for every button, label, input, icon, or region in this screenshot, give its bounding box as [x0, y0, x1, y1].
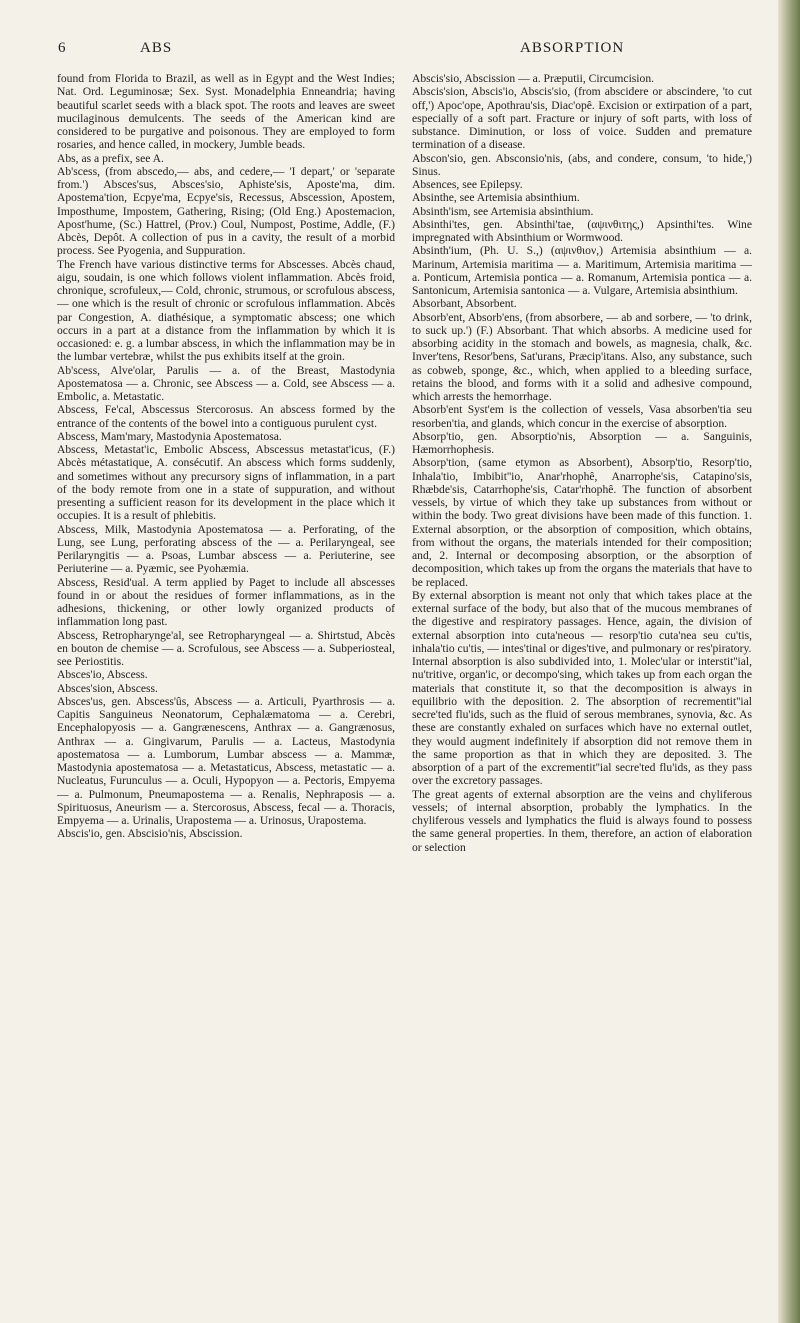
entry-absinthism: Absinth'ism, see Artemisia absinthium. — [412, 204, 594, 218]
entry-abscess-retropharyngeal: Abscess, Retropharynge'al, see Retropharyngeal — a. Shirtstud, Abcès en bouton de chemise — a. Scrofulous, see Abscess — a. Subperiosteal, see Periostitis. — [57, 628, 395, 668]
entry-abscess-residual: Abscess, Resid'ual. A term applied by Paget to include all abscesses found in or about the residues of former inflammations, as in the adhesions, thickening, or other lowly organized products of inflammation long past. — [57, 575, 395, 629]
entry-absinthium: Absinth'ium, (Ph. U. S.,) (αψινθιον,) Artemisia absinthium — a. Marinum, Artemisia maritima — a. Maritimum, Artemisia maritima — a. Ponticum, Artemisia pontica — a. Romanum, Artemisia pontica — a. Santonicum, Artemisia santonica — a. Vulgare, Artemisia absinthium. — [412, 244, 752, 297]
entry-abscessus: Absces'us, gen. Abscess'ûs, Abscess — a. Articuli, Pyarthrosis — a. Capitis Sanguineus Neonatorum, Cephalæmatoma — a. Cerebri, Encephalopyosis — a. Gangrænescens, Anthrax — a. Gangrænosus, Anthrax — a. Gingivarum, Parulis — a. Lacteus, Mastodynia apostematosa — a. Lumborum, Lumbar abscess — a. Mammæ, Mastodynia apostematosa — a. Metastaticus, Abscess, metastatic — a. Nucleatus, Furunculus — a. Oculi, Hypopyon — a. Pectoris, Empyema — a. Pulmonum, Pneumapostema — a. Renalis, Nephraposis — a. Spirituosus, Aneurism — a. Stercorosus, Abscess, fecal — a. Thoracis, Empyema — a. Urinalis, Urapostema — a. Urinosus, Urapostema. — [57, 694, 395, 827]
entry-abscess-french-terms: The French have various distinctive terms for Abscesses. Abcès chaud, aigu, soudain, is one which follows violent inflammation. Abcès froid, chronique, scrofuleux,— Cold, chronic, strumous, or scrofulous abscess, — one which is the result of chronic or scrofulous inflammation. Abcès par Congestion, A. diathésique, a symptomatic abscess; one which occurs in a part at a distance from the inflammation by which it is occasioned: e. g. a lumbar abscess, in which the inflammation may be in the lumbar vertebræ, whilst the pus exhibits itself at the groin. — [57, 257, 395, 364]
page-edge-decoration — [778, 0, 800, 1323]
running-head-right: ABSORPTION — [520, 40, 625, 56]
entry-abscess-alveolar: Ab'scess, Alve'olar, Parulis — a. of the Breast, Mastodynia Apostematosa — a. Chronic, see Abscess — a. Cold, see Abscess — a. Embolic, a. Metastatic. — [57, 363, 395, 403]
entry-absorbent-system: Absorb'ent Syst'em is the collection of vessels, Vasa absorben'tia seu resorben'tia, and glands, which concur in the exercise of absorption. — [412, 403, 752, 430]
left-column — [57, 72, 395, 841]
entry-abscesio: Absces'io, Abscess. — [57, 668, 148, 682]
entry-abscess-milk: Abscess, Milk, Mastodynia Apostematosa — a. Perforating, of the Lung, see Lung, perforating abscess of the — a. Perilaryngeal, see Perilaryngitis — a. Psoas, Lumbar abscess — a. Periuterine, see Periuterine — a. Pyæmic, see Pyohæmia. — [57, 522, 395, 576]
entry-continuation-abrus: found from Florida to Brazil, as well as in Egypt and the West Indies; Nat. Ord. Leguminosæ; Sex. Syst. Monadelphia Enneandria; having beautiful scarlet seeds with a black spot. The roots and leaves are sweet mucilaginous demulcents. The seeds of the American kind are considered to be purgative and poisonous. They are employed to form rosaries, and hence called, in mockery, Jumble beads. — [57, 72, 395, 152]
entry-abscess-metastatic: Abscess, Metastat'ic, Embolic Abscess, Abscessus metastat'icus, (F.) Abcès métastatique, A. consécutif. An abscess which forms suddenly, and sometimes without any precursory signs of inflammation, in a part of the body remote from one in a state of suppuration, and without presenting a sufficient reason for its development in the place which it occupies. It is a result of phlebitis. — [57, 443, 395, 523]
entry-absinthe: Absinthe, see Artemisia absinthium. — [412, 191, 580, 205]
entry-external-absorption: By external absorption is meant not only that which takes place at the external surface of the body, but also that of the mucous membranes of the digestive and respiratory passages. Hence, again, the division of external absorption into cuta'neous — resorp'tio cuta'nea seu cu'tis, inhala'tio cu'tis, — intes'tinal or diges'tive, and pulmonary or res'piratory. — [412, 588, 752, 655]
entry-abscissio: Abscis'sio, Abscission — a. Præputii, Circumcision. — [412, 72, 655, 85]
entry-abs: Abs, as a prefix, see A. — [57, 151, 164, 165]
right-column — [412, 72, 752, 854]
page-number: 6 — [58, 40, 67, 56]
entry-abscess-mammary: Abscess, Mam'mary, Mastodynia Apostematosa. — [57, 429, 282, 443]
entry-abscess-fecal: Abscess, Fe'cal, Abscessus Stercorosus. An abscess formed by the entrance of the contents of the bowel into a contiguous purulent cyst. — [57, 403, 395, 430]
entry-absorption: Absorp'tion, (same etymon as Absorbent), Absorp'tio, Resorp'tio, Inhala'tio, Imbibit''io, Anar'rhophê, Anarrophe'sis, Catapino'sis, Rhæbde'sis, Catarrhophe'sis, Catar'rhophê. The function of absorbent vessels, by virtue of which they take up substances from without or within the body. Two great divisions have been made of this function. 1. External absorption, or the absorption of composition, which obtains, from without the organs, the materials intended for their composition; and, 2. Internal or decomposing absorption, or the absorption of decomposition, which takes up from the organs the materials that have to be replaced. — [412, 456, 752, 589]
entry-absorptio: Absorp'tio, gen. Absorptio'nis, Absorption — a. Sanguinis, Hæmorrhophesis. — [412, 429, 752, 456]
entry-abscess: Ab'scess, (from abscedo,— abs, and cedere,— 'I depart,' or 'separate from.') Absces'sus, Absces'sio, Aphiste'sis, Aposte'ma, dim. Apostema'tion, Ecpye'ma, Ecpye'sis, Recessus, Abscession, Apostem, Imposthume, Impostem, Gathering, Rising; (Old Eng.) Apostemacion, Apost'hume, (Sc.) Hattrel, (Prov.) Coul, Numpost, Postime, Addle, (F.) Abcès, Depôt. A collection of pus in a cavity, the result of a morbid process. See Pyogenia, and Suppuration. — [57, 164, 395, 258]
running-head-left: ABS — [140, 40, 173, 56]
entry-abscession: Absces'sion, Abscess. — [57, 681, 158, 695]
entry-absinthites: Absinthi'tes, gen. Absinthi'tae, (αψινθιτης,) Apsinthi'tes. Wine impregnated with Absinthium or Wormwood. — [412, 217, 752, 244]
entry-absences: Absences, see Epilepsy. — [412, 178, 523, 191]
entry-absorption-agents: The great agents of external absorption are the veins and chyliferous vessels; of internal absorption, probably the lymphatics. In the chyliferous vessels and lymphatics the fluid is always found to possess the same general properties. In them, therefore, an action of elaboration or selection — [412, 787, 752, 854]
entry-absorbent: Absorb'ent, Absorb'ens, (from absorbere, — ab and sorbere, — 'to drink, to suck up.') (F.) Absorbant. That which absorbs. A medicine used for absorbing acidity in the stomach and bowels, as magnesia, chalk, &c. Inver'tens, Resor'bens, Sat'urans, Præcip'itans. Also, any substance, such as cobweb, sponge, &c., which, when applied to a bleeding surface, retains the blood, and forms with it a solid and adhesive compound, which arrests the hemorrhage. — [412, 310, 752, 403]
entry-absorbant: Absorbant, Absorbent. — [412, 297, 517, 311]
page-header — [40, 40, 755, 64]
entry-internal-absorption: Internal absorption is also subdivided into, 1. Molec'ular or interstit''ial, nu'tritive, organ'ic, or decompo'sing, which takes up from each organ the materials that constitute it, so that the decomposition is always in equilibrio with the deposition. 2. The absorption of recrementit''ial secre'ted flu'ids, such as the fluid of serous membranes, synovia, &c. As these are constantly exhaled on surfaces which have no external outlet, they would augment indefinitely if absorption did not remove them in the same proportion as that in which they are deposited. 3. The absorption of a part of the excrementit''ial secre'ted flu'ids, as they pass over the excretory passages. — [412, 655, 752, 788]
entry-abscission: Abscis'sion, Abscis'io, Abscis'sio, (from abscidere or abscindere, 'to cut off,') Apoc'ope, Apothrau'sis, Diac'opê. Excision or extirpation of a part, especially of a soft part. Fracture or injury of soft parts, with loss of substance. Diminution, or loss of voice. Sudden and premature termination of a disease. — [412, 85, 752, 152]
entry-abscisio: Abscis'io, gen. Abscisio'nis, Abscission. — [57, 827, 243, 841]
entry-absconsio: Abscon'sio, gen. Absconsio'nis, (abs, and condere, consum, 'to hide,') Sinus. — [412, 151, 752, 178]
